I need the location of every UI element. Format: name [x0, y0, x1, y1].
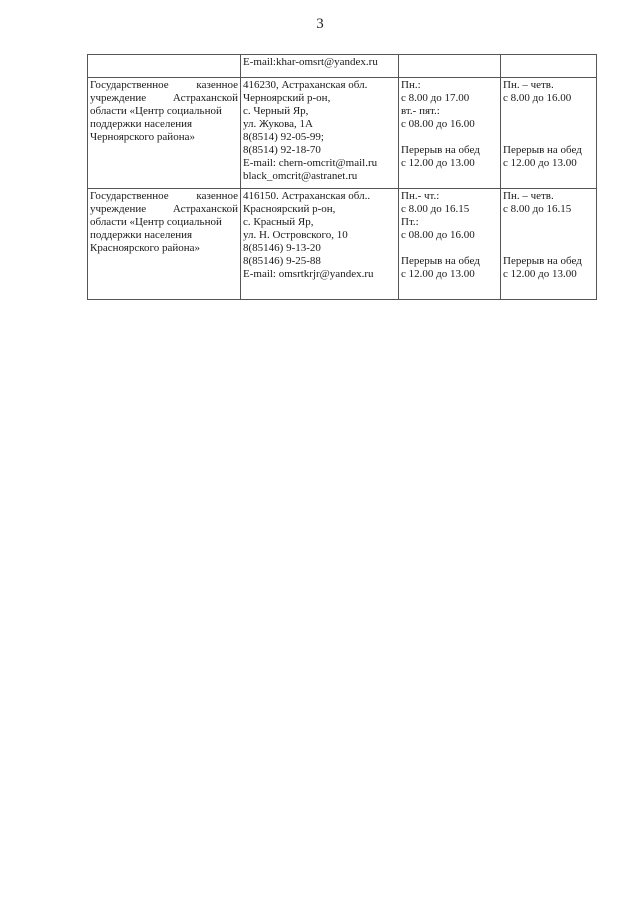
- phone-line: 8(8514) 92-18-70: [243, 144, 321, 156]
- org-line: Государственное казенное: [90, 79, 238, 91]
- schedule-line: Пт.:: [401, 216, 419, 228]
- email-line: black_omcrit@astranet.ru: [243, 170, 358, 182]
- page-number: 3: [316, 16, 324, 32]
- schedule-cell: [399, 189, 501, 300]
- schedule-line: с 8.00 до 16.00: [503, 92, 572, 104]
- address-line: 416150. Астраханская обл..: [243, 190, 371, 202]
- org-cell: [88, 189, 241, 300]
- schedule-line: Пн. – четв.: [503, 190, 554, 202]
- schedule-line: вт.- пят.:: [401, 105, 440, 117]
- schedule-line: с 8.00 до 16.15: [401, 203, 470, 215]
- schedule-cell: [399, 78, 501, 189]
- org-line: поддержки населения: [90, 118, 193, 130]
- schedule-line: с 08.00 до 16.00: [401, 229, 475, 241]
- org-cell: [88, 78, 241, 189]
- org-line: Государственное казенное: [90, 190, 238, 202]
- lunch-line: Перерыв на обед: [401, 144, 480, 156]
- lunch-line: с 12.00 до 13.00: [503, 157, 577, 169]
- table-row: [88, 189, 597, 300]
- org-line: учреждение Астраханской: [90, 203, 238, 215]
- phone-line: 8(8514) 92-05-99;: [243, 131, 324, 143]
- address-line: ул. Жукова, 1А: [243, 118, 313, 130]
- address-line: 416230, Астраханская обл.: [243, 79, 368, 91]
- org-line: поддержки населения: [90, 229, 193, 241]
- lunch-line: Перерыв на обед: [401, 255, 480, 267]
- lunch-line: с 12.00 до 13.00: [401, 157, 475, 169]
- email-line: E-mail: omsrtkrjr@yandex.ru: [243, 268, 374, 280]
- schedule-line: с 8.00 до 16.15: [503, 203, 572, 215]
- schedule-line: Пн. – четв.: [503, 79, 554, 91]
- schedule-line: Пн.- чт.:: [401, 190, 440, 202]
- schedule-alt-cell: [501, 55, 597, 78]
- schedule-line: с 8.00 до 17.00: [401, 92, 470, 104]
- address-cell: [241, 189, 399, 300]
- phone-line: 8(85146) 9-13-20: [243, 242, 321, 254]
- schedule-alt-cell: [501, 189, 597, 300]
- org-cell: [88, 55, 241, 78]
- schedule-line: с 08.00 до 16.00: [401, 118, 475, 130]
- address-line: с. Красный Яр,: [243, 216, 314, 228]
- org-line: Черноярского района»: [90, 131, 195, 143]
- phone-line: 8(85146) 9-25-88: [243, 255, 321, 267]
- address-line: Красноярский р-он,: [243, 203, 336, 215]
- table-row: [88, 55, 597, 78]
- address-cell: [241, 55, 399, 78]
- address-line: Черноярский р-он,: [243, 92, 331, 104]
- org-line: учреждение Астраханской: [90, 92, 238, 104]
- address-line: ул. Н. Островского, 10: [243, 229, 348, 241]
- lunch-line: Перерыв на обед: [503, 255, 582, 267]
- schedule-line: Пн.:: [401, 79, 421, 91]
- lunch-line: с 12.00 до 13.00: [401, 268, 475, 280]
- address-line: с. Черный Яр,: [243, 105, 309, 117]
- institutions-table: [87, 54, 597, 300]
- schedule-cell: [399, 55, 501, 78]
- lunch-line: с 12.00 до 13.00: [503, 268, 577, 280]
- email-text: E-mail:khar-omsrt@yandex.ru: [243, 56, 378, 68]
- email-line: E-mail: chern-omcrit@mail.ru: [243, 157, 378, 169]
- org-line: области «Центр социальной: [90, 105, 222, 117]
- schedule-alt-cell: [501, 78, 597, 189]
- lunch-line: Перерыв на обед: [503, 144, 582, 156]
- address-cell: [241, 78, 399, 189]
- table-row: [88, 78, 597, 189]
- org-line: области «Центр социальной: [90, 216, 222, 228]
- org-line: Красноярского района»: [90, 242, 201, 254]
